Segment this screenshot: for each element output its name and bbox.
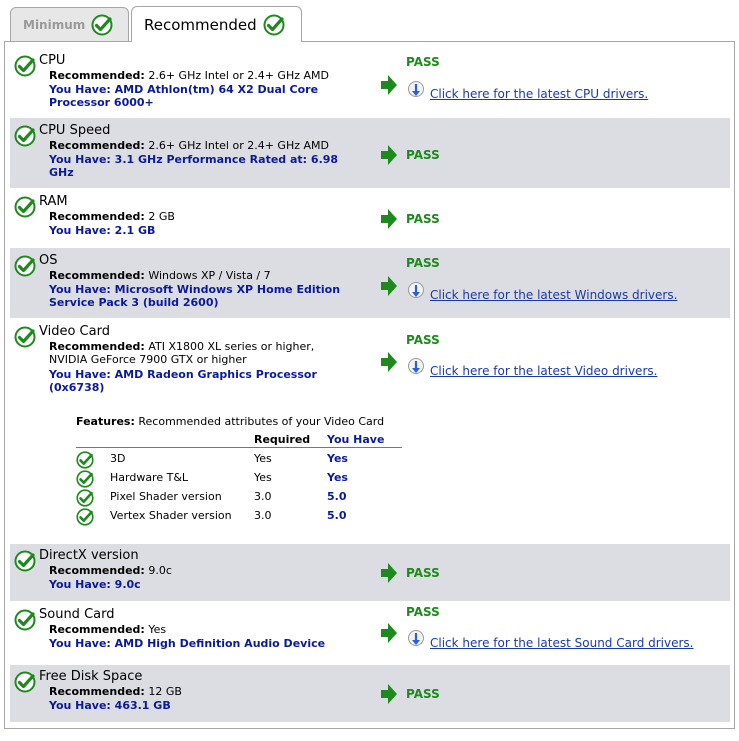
- recommended-line: [49, 210, 359, 223]
- requirement-name: Free Disk Space: [39, 669, 143, 684]
- recommended-value: 2.6+ GHz Intel or 2.4+ GHz AMD: [148, 139, 329, 152]
- check-icon: [14, 671, 36, 693]
- check-icon: [91, 14, 113, 36]
- feature-you-have: 5.0: [327, 490, 347, 503]
- arrow-right-icon: [381, 209, 397, 229]
- requirement-row-directx: [10, 544, 730, 601]
- features-description: Recommended attributes of your Video Card: [138, 415, 385, 428]
- arrow-right-icon: [381, 145, 397, 165]
- recommended-line: [49, 685, 359, 698]
- status-pass: PASS: [406, 687, 440, 701]
- col-you-have-header: You Have: [327, 433, 385, 446]
- status-pass: PASS: [406, 148, 440, 162]
- download-icon: [407, 358, 427, 378]
- feature-name: Vertex Shader version: [110, 509, 232, 522]
- you-have-value: You Have: 463.1 GB: [49, 699, 171, 712]
- recommended-value: 2.6+ GHz Intel or 2.4+ GHz AMD: [148, 69, 329, 82]
- recommended-label: Recommended:: [49, 139, 145, 152]
- requirement-row-ram: [10, 190, 730, 246]
- recommended-label: Recommended:: [49, 269, 145, 282]
- recommended-line: [49, 340, 349, 366]
- driver-link-text[interactable]: Click here for the latest Sound Card drivers.: [430, 636, 694, 650]
- check-icon: [14, 55, 36, 77]
- check-icon: [76, 489, 94, 507]
- feature-you-have: Yes: [327, 452, 348, 465]
- cpu-driver-link[interactable]: [407, 81, 648, 101]
- requirement-name: CPU: [39, 53, 66, 68]
- recommended-value: 2 GB: [148, 210, 175, 223]
- status-pass: PASS: [406, 333, 440, 347]
- download-icon: [407, 282, 427, 302]
- check-icon: [14, 125, 36, 147]
- requirement-name: Video Card: [39, 324, 110, 339]
- features-title: [76, 415, 384, 428]
- check-icon: [263, 14, 285, 36]
- recommended-line: [49, 139, 359, 152]
- status-pass: PASS: [406, 256, 440, 270]
- you-have-value: You Have: AMD High Definition Audio Device: [49, 637, 326, 650]
- check-icon: [14, 196, 36, 218]
- recommended-label: Recommended:: [49, 210, 145, 223]
- feature-you-have: Yes: [327, 471, 348, 484]
- arrow-right-icon: [381, 276, 397, 296]
- recommended-label: Recommended:: [49, 685, 145, 698]
- check-icon: [14, 255, 36, 277]
- status-pass: PASS: [406, 605, 440, 619]
- tab-recommended-label: Recommended: [144, 15, 257, 34]
- recommended-line: [49, 269, 359, 282]
- arrow-right-icon: [381, 75, 397, 95]
- you-have-value: You Have: AMD Radeon Graphics Processor (0x6738): [49, 368, 317, 394]
- requirement-name: RAM: [39, 194, 68, 209]
- download-icon: [407, 81, 427, 101]
- recommended-line: [49, 564, 359, 577]
- requirements-panel: [4, 41, 735, 729]
- recommended-label: Recommended:: [49, 69, 145, 82]
- check-icon: [14, 326, 36, 348]
- arrow-right-icon: [381, 352, 397, 372]
- recommended-label: Recommended:: [49, 564, 145, 577]
- check-icon: [76, 451, 94, 469]
- requirement-row-cpu: [10, 46, 730, 116]
- status-pass: PASS: [406, 55, 440, 69]
- col-required-header: Required: [254, 433, 311, 446]
- feature-name: Pixel Shader version: [110, 490, 222, 503]
- recommended-line: [49, 623, 359, 636]
- check-icon: [76, 470, 94, 488]
- features-label: Features:: [76, 415, 135, 428]
- sound-driver-link[interactable]: [407, 630, 694, 650]
- arrow-right-icon: [381, 563, 397, 583]
- check-icon: [76, 508, 94, 526]
- requirement-name: DirectX version: [39, 548, 139, 563]
- tab-minimum-label: Minimum: [23, 17, 86, 32]
- requirement-row-os: [10, 248, 730, 318]
- recommended-label: Recommended:: [49, 340, 145, 353]
- requirement-row-cpu-speed: [10, 118, 730, 188]
- you-have-value: You Have: AMD Athlon(tm) 64 X2 Dual Core Processor 6000+: [49, 83, 319, 109]
- recommended-line: [49, 69, 359, 82]
- you-have-value: You Have: Microsoft Windows XP Home Edition Service Pack 3 (build 2600): [49, 283, 341, 309]
- you-have-value: You Have: 2.1 GB: [49, 224, 156, 237]
- you-have-value: You Have: 3.1 GHz Performance Rated at: 6.98 GHz: [49, 153, 339, 179]
- recommended-value: Windows XP / Vista / 7: [148, 269, 271, 282]
- feature-required: Yes: [254, 452, 272, 465]
- driver-link-text[interactable]: Click here for the latest Windows drivers.: [430, 288, 678, 302]
- tab-recommended[interactable]: [131, 6, 302, 42]
- driver-link-text[interactable]: Click here for the latest Video drivers.: [430, 364, 658, 378]
- windows-driver-link[interactable]: [407, 282, 677, 302]
- feature-required: Yes: [254, 471, 272, 484]
- requirement-name: Sound Card: [39, 607, 115, 622]
- recommended-value: 12 GB: [148, 685, 182, 698]
- you-have-value: You Have: 9.0c: [49, 578, 141, 591]
- recommended-label: Recommended:: [49, 623, 145, 636]
- arrow-right-icon: [381, 684, 397, 704]
- requirement-name: OS: [39, 253, 58, 268]
- requirement-name: CPU Speed: [39, 123, 111, 138]
- recommended-value: Yes: [148, 623, 167, 636]
- feature-name: Hardware T&L: [110, 471, 189, 484]
- feature-name: 3D: [110, 452, 126, 465]
- feature-you-have: 5.0: [327, 509, 347, 522]
- requirement-row-free-disk-space: [10, 665, 730, 722]
- driver-link-text[interactable]: Click here for the latest CPU drivers.: [430, 87, 649, 101]
- requirement-row-video-card: [10, 320, 730, 540]
- download-icon: [407, 630, 427, 650]
- recommended-value: ATI X1800 XL series or higher, NVIDIA GeForce 7900 GTX or higher: [49, 340, 315, 366]
- tab-minimum[interactable]: [10, 7, 129, 41]
- status-pass: PASS: [406, 566, 440, 580]
- features-divider: [76, 447, 402, 448]
- feature-required: 3.0: [254, 509, 272, 522]
- status-pass: PASS: [406, 212, 440, 226]
- video-driver-link[interactable]: [407, 358, 657, 378]
- arrow-right-icon: [381, 623, 397, 643]
- requirement-row-sound-card: [10, 603, 730, 663]
- recommended-value: 9.0c: [148, 564, 172, 577]
- check-icon: [14, 550, 36, 572]
- check-icon: [14, 609, 36, 631]
- feature-required: 3.0: [254, 490, 272, 503]
